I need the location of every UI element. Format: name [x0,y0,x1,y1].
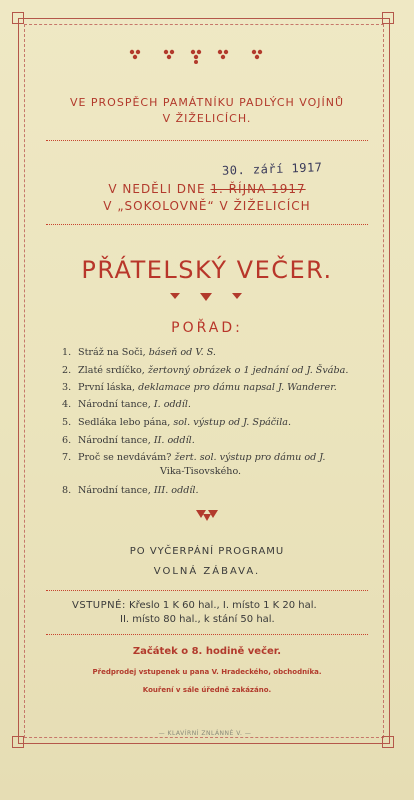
program-number: 2. [62,365,72,376]
date-prefix: V NEDĚLI DNE [108,182,211,196]
program-number: 5. [62,417,72,428]
program-item [62,399,382,411]
program-name: Stráž na Soči, [78,347,149,358]
date-stamp: 30. září 1917 [221,160,323,178]
program-heading: POŘAD: [171,320,243,336]
corner-ornament [12,736,24,748]
leaf-ornament-icon [196,508,218,522]
program-number: 1. [62,347,72,358]
corner-ornament [382,12,394,24]
program-item [62,452,382,464]
program-name: Proč se nevdávám? [78,452,175,463]
program-description: žertovný obrázek o 1 jednání od J. Švába. [147,365,349,376]
program-item [62,382,382,394]
program-description-cont: Vika-Tisovského. [160,466,242,477]
venue-line: V „SOKOLOVNĚ“ V ŽIŽELICÍCH [103,199,311,213]
program-item [62,485,382,497]
header-line2: V ŽIŽELICÍCH. [162,112,252,125]
program-name: Národní tance, [78,485,154,496]
grape-ornament-icon [126,48,266,76]
no-smoking-note: Kouření v sále úředně zakázáno. [142,686,272,694]
program-name: Sedláka lebo pána, [78,417,174,428]
program-name: Zlaté srdíčko, [78,365,148,376]
date-line [46,182,368,196]
program-number: 7. [62,452,72,463]
program-name: Národní tance, [78,435,154,446]
program-description: žert. sol. výstup pro dámu od J. [174,452,326,463]
program-number: 6. [62,435,72,446]
corner-ornament [382,736,394,748]
program-item [62,417,382,429]
program-description: báseň od V. S. [148,347,216,358]
program-name: Národní tance, [78,399,154,410]
arrow-ornament-icon [170,290,242,304]
program-description: sol. výstup od J. Spáčila. [173,417,292,428]
header-line1: VE PROSPĚCH PAMÁTNÍKU PADLÝCH VOJÍNŮ [69,96,345,109]
admission-row2: II. místo 80 hal., k stání 50 hal. [120,614,275,625]
dotted-divider [46,224,368,225]
program-description: III. oddíl. [153,485,199,496]
program-item [62,435,382,447]
event-title: PŘÁTELSKÝ VEČER. [81,256,333,284]
program-number: 8. [62,485,72,496]
admission [72,600,317,611]
program-item [62,347,382,359]
after-line1: PO VYČERPÁNÍ PROGRAMU [129,546,285,557]
corner-ornament [12,12,24,24]
program-description: I. oddíl. [153,399,191,410]
dotted-divider [46,140,368,141]
admission-row1: Křeslo 1 K 60 hal., I. místo 1 K 20 hal. [129,600,317,611]
program-description: deklamace pro dámu napsal J. Wanderer. [138,382,337,393]
program-description: II. oddíl. [153,435,195,446]
program-number: 4. [62,399,72,410]
dotted-divider [46,634,368,635]
program-number: 3. [62,382,72,393]
struck-date: 1. ŘÍJNA 1917 [210,182,306,196]
dotted-divider [46,590,368,591]
admission-label: VSTUPNÉ: [72,600,126,611]
presale-note: Předprodej vstupenek u pana V. Hradeckého, obchodníka. [92,668,322,676]
inner-border [24,24,384,738]
start-time: Začátek o 8. hodině večer. [132,646,282,657]
program-item [62,365,382,377]
printer-note: — KLAVÍRNÍ ZNLÁNNÉ V. — [158,730,252,737]
program-name: První láska, [78,382,139,393]
after-line2: VOLNÁ ZÁBAVA. [153,566,261,577]
